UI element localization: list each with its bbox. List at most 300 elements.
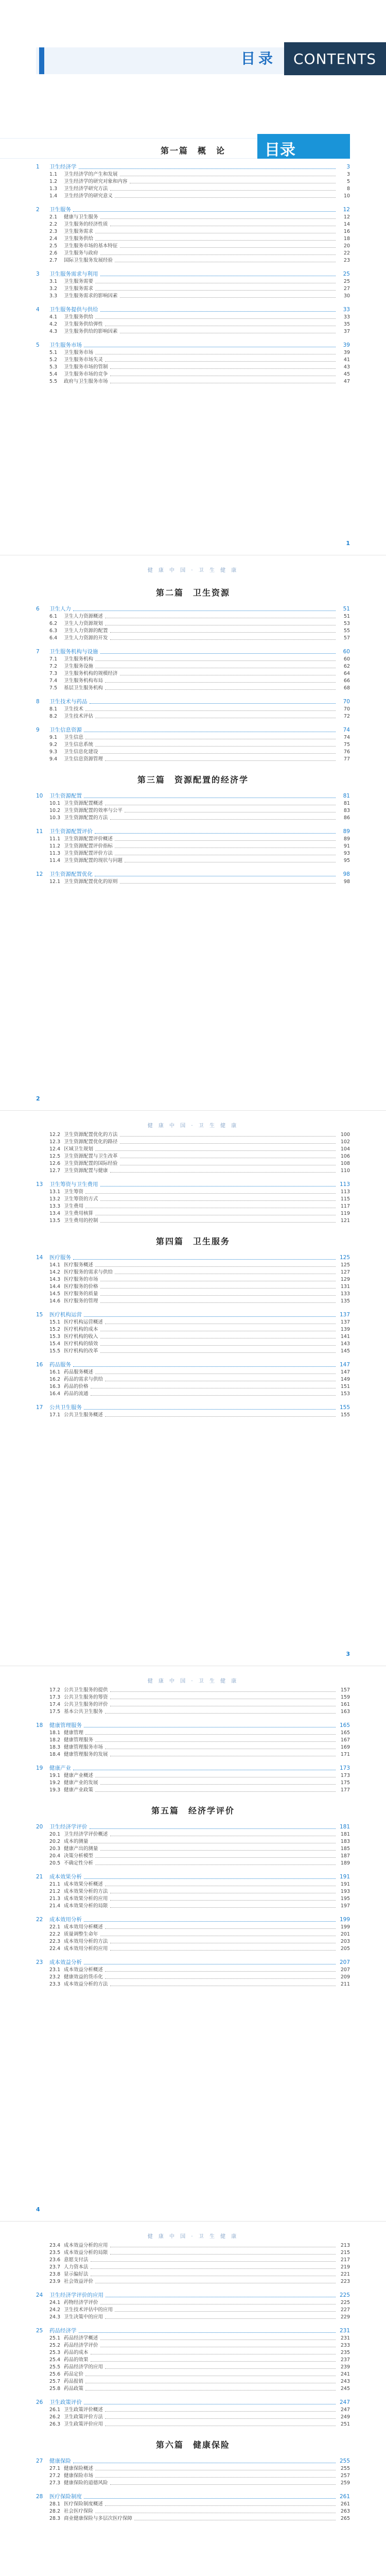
section-entry[interactable]	[36, 1701, 350, 1708]
section-entry[interactable]	[36, 1196, 350, 1203]
section-entry-page: 235	[340, 2350, 350, 2355]
section-entry[interactable]	[36, 620, 350, 628]
section-entry-page: 37	[343, 329, 350, 334]
section-entry[interactable]	[36, 1319, 350, 1326]
section-entry-page: 16	[343, 229, 350, 234]
mulu-tab: 目录	[257, 134, 350, 159]
section-entry-page: 157	[340, 1687, 350, 1693]
section-entry-title: 卫生资源配置评价概述	[64, 836, 113, 842]
section-entry-page: 245	[340, 2386, 350, 2392]
section-entry-number: 20.4	[49, 1853, 61, 1859]
leader-dots	[105, 677, 336, 683]
section-entry[interactable]	[36, 1903, 350, 1910]
leader-dots	[95, 1772, 336, 1777]
section-entry[interactable]	[36, 278, 350, 285]
section-entry[interactable]	[36, 1369, 350, 1376]
section-entry[interactable]	[36, 2299, 350, 2307]
section-entry[interactable]	[36, 1881, 350, 1888]
chapter-entry[interactable]	[36, 1722, 350, 1730]
chapter-entry[interactable]	[36, 306, 350, 314]
part-heading: 第一篇 概 论	[160, 146, 225, 156]
leader-dots	[100, 1341, 336, 1346]
section-entry-number: 25.4	[49, 2357, 61, 2363]
section-entry[interactable]	[36, 2501, 350, 2508]
chapter-entry[interactable]	[36, 1765, 350, 1772]
section-entry[interactable]	[36, 1139, 350, 1146]
section-entry-page: 39	[343, 350, 350, 355]
chapter-entry-title: 卫生服务需求与利用	[49, 271, 98, 277]
section-entry[interactable]	[36, 1751, 350, 1758]
section-entry-number: 6.2	[49, 621, 58, 626]
section-entry-number: 22.4	[49, 1946, 61, 1952]
section-entry-number: 15.3	[49, 1334, 61, 1340]
chapter-entry-title: 公共卫生服务	[49, 1404, 82, 1411]
section-entry[interactable]	[36, 2242, 350, 2249]
chapter-entry-title: 卫生服务提供与供给	[49, 307, 98, 313]
section-entry[interactable]	[36, 2371, 350, 2378]
section-entry-number: 28.1	[49, 2501, 61, 2507]
section-entry[interactable]	[36, 2314, 350, 2321]
section-entry[interactable]	[36, 670, 350, 677]
chapter-entry-page: 125	[339, 1255, 350, 1261]
section-entry-number: 12.1	[49, 879, 61, 885]
section-entry[interactable]	[36, 1924, 350, 1931]
section-entry-title: 成本效用分析的应用	[64, 1946, 108, 1952]
section-entry-number: 10.2	[49, 808, 61, 814]
section-entry[interactable]	[36, 178, 350, 185]
section-entry[interactable]	[36, 1131, 350, 1139]
section-entry-number: 23.2	[49, 1974, 61, 1980]
section-entry[interactable]	[36, 1283, 350, 1291]
section-entry[interactable]	[36, 1262, 350, 1269]
chapter-entry[interactable]	[36, 871, 350, 878]
section-entry-number: 16.2	[49, 1377, 61, 1382]
chapter-entry[interactable]	[36, 206, 350, 214]
section-entry[interactable]	[36, 1167, 350, 1175]
section-entry[interactable]	[36, 749, 350, 756]
section-entry-title: 卫生服务机构布局	[64, 678, 103, 684]
section-entry-number: 1.3	[49, 186, 58, 192]
section-entry[interactable]	[36, 171, 350, 178]
section-entry[interactable]	[36, 850, 350, 857]
section-entry-title: 健康管理服务的发展	[64, 1752, 108, 1757]
section-entry[interactable]	[36, 1341, 350, 1348]
section-entry[interactable]	[36, 1383, 350, 1391]
section-entry-page: 221	[340, 2272, 350, 2277]
section-entry-page: 3	[346, 172, 350, 177]
section-entry[interactable]	[36, 2465, 350, 2472]
section-entry-title: 卫生政策评价概述	[64, 2407, 103, 2413]
section-entry[interactable]	[36, 364, 350, 371]
section-entry[interactable]	[36, 1772, 350, 1780]
chapter-entry[interactable]	[36, 605, 350, 613]
section-entry-page: 74	[343, 735, 350, 740]
chapter-entry-page: 207	[339, 1959, 350, 1965]
section-entry-page: 83	[343, 808, 350, 814]
section-entry-page: 153	[340, 1391, 350, 1397]
running-head: 健 康 中 国 · 卫 生 健 康	[147, 1123, 239, 1129]
section-entry[interactable]	[36, 193, 350, 200]
section-entry[interactable]	[36, 2421, 350, 2428]
chapter-entry[interactable]	[36, 648, 350, 656]
section-entry-page: 113	[340, 1189, 350, 1195]
section-entry-page: 104	[340, 1146, 350, 1152]
section-entry-number: 7.4	[49, 678, 58, 684]
section-entry-title: 健康产业政策	[64, 1787, 94, 1793]
section-entry[interactable]	[36, 741, 350, 749]
chapter-entry-title: 医疗保险制度	[49, 2494, 82, 2500]
chapter-entry[interactable]	[36, 163, 350, 171]
section-entry-title: 卫生资源配置的方法	[64, 815, 108, 821]
section-entry[interactable]	[36, 1708, 350, 1716]
section-entry[interactable]	[36, 1333, 350, 1341]
section-entry[interactable]	[36, 1217, 350, 1225]
chapter-entry[interactable]	[36, 2493, 350, 2501]
section-entry[interactable]	[36, 613, 350, 620]
section-entry[interactable]	[36, 1888, 350, 1895]
section-entry-number: 13.5	[49, 1218, 61, 1224]
section-entry[interactable]	[36, 1153, 350, 1160]
chapter-entry-number: 8	[36, 699, 40, 705]
section-entry[interactable]	[36, 857, 350, 865]
leader-dots	[105, 2364, 336, 2369]
section-entry-page: 169	[340, 1744, 350, 1750]
chapter-entry[interactable]	[36, 1254, 350, 1262]
section-entry[interactable]	[36, 321, 350, 328]
toc-page	[0, 2222, 386, 2576]
section-entry[interactable]	[36, 1737, 350, 1744]
chapter-entry-page: 81	[343, 793, 350, 799]
section-entry[interactable]	[36, 2515, 350, 2522]
section-entry[interactable]	[36, 221, 350, 228]
section-entry[interactable]	[36, 2378, 350, 2385]
section-entry-page: 33	[343, 314, 350, 320]
chapter-entry[interactable]	[36, 2327, 350, 2335]
section-entry[interactable]	[36, 713, 350, 720]
section-entry-number: 12.3	[49, 1139, 61, 1145]
section-entry-number: 18.2	[49, 1737, 61, 1743]
leader-dots	[134, 2515, 336, 2520]
section-entry[interactable]	[36, 807, 350, 815]
chapter-entry[interactable]	[36, 1181, 350, 1189]
section-entry[interactable]	[36, 214, 350, 221]
section-entry[interactable]	[36, 1780, 350, 1787]
section-entry[interactable]	[36, 663, 350, 670]
chapter-entry[interactable]	[36, 1361, 350, 1369]
section-entry[interactable]	[36, 228, 350, 235]
chapter-entry-page: 3	[346, 164, 350, 170]
section-entry[interactable]	[36, 2307, 350, 2314]
section-entry-number: 16.4	[49, 1391, 61, 1397]
section-entry-number: 27.2	[49, 2473, 61, 2479]
section-entry[interactable]	[36, 1146, 350, 1153]
section-entry[interactable]	[36, 285, 350, 293]
section-entry[interactable]	[36, 1687, 350, 1694]
chapter-entry[interactable]	[36, 342, 350, 349]
section-entry[interactable]	[36, 250, 350, 257]
section-entry[interactable]	[36, 1160, 350, 1167]
section-entry-page: 64	[343, 671, 350, 676]
section-entry[interactable]	[36, 756, 350, 763]
chapter-entry-number: 7	[36, 649, 40, 655]
leader-dots	[100, 1845, 336, 1851]
section-entry-number: 19.2	[49, 1780, 61, 1786]
section-entry[interactable]	[36, 1694, 350, 1701]
section-entry[interactable]	[36, 2385, 350, 2393]
page-number: 3	[346, 1651, 350, 1657]
section-entry[interactable]	[36, 1276, 350, 1283]
section-entry-number: 15.5	[49, 1348, 61, 1354]
chapter-entry-page: 191	[339, 1874, 350, 1880]
section-entry[interactable]	[36, 656, 350, 663]
section-entry[interactable]	[36, 843, 350, 850]
leader-dots	[110, 221, 336, 226]
section-entry-title: 卫生服务市场的竞争	[64, 371, 108, 377]
section-entry[interactable]	[36, 2271, 350, 2278]
section-entry-page: 217	[340, 2257, 350, 2263]
section-entry[interactable]	[36, 2349, 350, 2357]
chapter-entry-number: 23	[36, 1959, 43, 1965]
toc-page	[0, 1666, 386, 2222]
section-entry[interactable]	[36, 2480, 350, 2487]
leader-dots	[73, 206, 336, 212]
section-entry-title: 卫生服务与政府	[64, 250, 98, 256]
section-entry[interactable]	[36, 314, 350, 321]
chapter-entry-title: 健康保险	[49, 2458, 71, 2464]
section-entry[interactable]	[36, 1348, 350, 1355]
section-entry[interactable]	[36, 1831, 350, 1838]
section-entry-page: 89	[343, 836, 350, 842]
chapter-entry-number: 11	[36, 828, 43, 835]
chapter-entry[interactable]	[36, 1311, 350, 1319]
section-entry-number: 12.2	[49, 1132, 61, 1138]
section-entry[interactable]	[36, 706, 350, 713]
section-entry-title: 健康保险的道德风险	[64, 2480, 108, 2486]
section-entry[interactable]	[36, 1291, 350, 1298]
leader-dots	[115, 850, 336, 855]
section-entry[interactable]	[36, 2249, 350, 2257]
section-entry[interactable]	[36, 2472, 350, 2480]
chapter-entry[interactable]	[36, 698, 350, 706]
section-entry-title: 公共卫生服务概述	[64, 1412, 103, 1418]
chapter-entry-page: 165	[339, 1722, 350, 1728]
leader-dots	[105, 2314, 336, 2319]
section-entry[interactable]	[36, 1391, 350, 1398]
page-number: 1	[346, 540, 350, 547]
section-entry[interactable]	[36, 1945, 350, 1953]
section-entry-page: 23	[343, 258, 350, 263]
leader-dots	[100, 306, 336, 312]
section-entry[interactable]	[36, 378, 350, 385]
section-entry[interactable]	[36, 1895, 350, 1903]
leader-dots	[84, 342, 336, 347]
chapter-entry-page: 98	[343, 871, 350, 877]
section-entry[interactable]	[36, 2342, 350, 2349]
section-entry-title: 医疗服务的质量	[64, 1291, 98, 1297]
section-entry-title: 健康保险概述	[64, 2466, 94, 2471]
section-entry[interactable]	[36, 1938, 350, 1945]
chapter-entry-title: 卫生经济学评价的应用	[49, 2292, 103, 2298]
chapter-entry[interactable]	[36, 1823, 350, 1831]
section-entry-title: 药品经济学的应用	[64, 2364, 103, 2370]
section-entry[interactable]	[36, 628, 350, 635]
chapter-entry-number: 1	[36, 164, 40, 170]
section-entry-page: 247	[340, 2407, 350, 2413]
section-entry-title: 成本效益分析的方法	[64, 1981, 108, 1987]
header-title-en: CONTENTS	[293, 50, 377, 67]
section-entry-page: 20	[343, 243, 350, 249]
section-entry[interactable]	[36, 1412, 350, 1419]
section-entry-page: 161	[340, 1702, 350, 1707]
section-entry-title: 医疗服务的管理	[64, 1298, 98, 1304]
section-entry[interactable]	[36, 293, 350, 300]
section-entry[interactable]	[36, 243, 350, 250]
chapter-entry[interactable]	[36, 726, 350, 734]
section-entry[interactable]	[36, 185, 350, 193]
chapter-entry[interactable]	[36, 1873, 350, 1881]
leader-dots	[110, 1938, 336, 1943]
section-entry-title: 药品的成本	[64, 2350, 89, 2355]
section-entry[interactable]	[36, 371, 350, 378]
chapter-entry[interactable]	[36, 2399, 350, 2406]
section-entry-title: 药品的需求与供给	[64, 1377, 103, 1382]
section-entry-page: 147	[340, 1369, 350, 1375]
section-entry-number: 17.2	[49, 1687, 61, 1693]
section-entry-title: 卫生人力资源的配置	[64, 628, 108, 634]
section-entry-page: 131	[340, 1284, 350, 1290]
leader-dots	[105, 1744, 336, 1749]
section-entry[interactable]	[36, 357, 350, 364]
section-entry[interactable]	[36, 349, 350, 357]
section-entry[interactable]	[36, 734, 350, 741]
section-entry-page: 229	[340, 2314, 350, 2320]
chapter-entry[interactable]	[36, 2292, 350, 2299]
section-entry[interactable]	[36, 1376, 350, 1383]
section-entry[interactable]	[36, 235, 350, 243]
leader-dots	[120, 1160, 336, 1165]
section-entry-page: 255	[340, 2466, 350, 2471]
section-entry[interactable]	[36, 1298, 350, 1305]
section-entry-title: 健康管理服务市场	[64, 1744, 103, 1750]
section-entry-title: 卫生费用的控制	[64, 1218, 98, 1224]
leader-dots	[95, 871, 336, 876]
leader-dots	[105, 1376, 336, 1381]
section-entry-number: 23.5	[49, 2250, 61, 2256]
section-entry[interactable]	[36, 800, 350, 807]
leader-dots	[120, 1131, 336, 1137]
section-entry[interactable]	[36, 1787, 350, 1794]
toc-page	[0, 0, 386, 555]
section-entry-page: 139	[340, 1327, 350, 1332]
section-entry-title: 公共卫生服务的筹资	[64, 1694, 108, 1700]
chapter-entry-title: 药品经济学	[49, 2328, 77, 2334]
leader-dots	[95, 235, 336, 241]
section-entry[interactable]	[36, 2335, 350, 2342]
chapter-entry[interactable]	[36, 792, 350, 800]
section-entry-page: 77	[343, 756, 350, 762]
section-entry[interactable]	[36, 328, 350, 335]
chapter-entry[interactable]	[36, 1404, 350, 1412]
section-entry[interactable]	[36, 1845, 350, 1853]
section-entry-number: 3.1	[49, 279, 58, 284]
section-entry[interactable]	[36, 257, 350, 264]
section-entry[interactable]	[36, 2257, 350, 2264]
leader-dots	[100, 1298, 336, 1303]
section-entry-number: 25.7	[49, 2379, 61, 2384]
section-entry[interactable]	[36, 1838, 350, 1845]
section-entry-title: 卫生信息资源管理	[64, 756, 103, 762]
leader-dots	[110, 1687, 336, 1692]
section-entry[interactable]	[36, 1189, 350, 1196]
chapter-entry[interactable]	[36, 2458, 350, 2465]
leader-dots	[95, 741, 336, 747]
section-entry[interactable]	[36, 2357, 350, 2364]
section-entry[interactable]	[36, 1326, 350, 1333]
section-entry[interactable]	[36, 635, 350, 642]
section-entry[interactable]	[36, 1931, 350, 1938]
section-entry[interactable]	[36, 677, 350, 685]
section-entry-page: 177	[340, 1787, 350, 1793]
section-entry-number: 14.4	[49, 1284, 61, 1290]
chapter-entry-page: 51	[343, 606, 350, 612]
section-entry-number: 9.2	[49, 742, 58, 748]
section-entry[interactable]	[36, 1974, 350, 1981]
section-entry[interactable]	[36, 2264, 350, 2271]
section-entry-title: 卫生资源配置的现状与问题	[64, 858, 123, 863]
section-entry-number: 26.1	[49, 2407, 61, 2413]
section-entry[interactable]	[36, 2508, 350, 2515]
section-entry-page: 141	[340, 1334, 350, 1340]
section-entry-page: 25	[343, 279, 350, 284]
section-entry-number: 25.5	[49, 2364, 61, 2370]
section-entry-title: 成本效果分析概述	[64, 1882, 103, 1887]
section-entry[interactable]	[36, 878, 350, 886]
section-entry[interactable]	[36, 2414, 350, 2421]
section-entry-page: 195	[340, 1896, 350, 1902]
section-entry-title: 药品报销	[64, 2379, 84, 2384]
section-entry[interactable]	[36, 836, 350, 843]
leader-dots	[110, 1903, 336, 1908]
chapter-entry[interactable]	[36, 1959, 350, 1967]
section-entry[interactable]	[36, 1269, 350, 1276]
section-entry[interactable]	[36, 685, 350, 692]
section-entry[interactable]	[36, 2406, 350, 2414]
section-entry-page: 231	[340, 2335, 350, 2341]
leader-dots	[120, 171, 336, 176]
section-entry-number: 2.2	[49, 222, 58, 227]
section-entry-title: 卫生服务市场失灵	[64, 357, 103, 363]
chapter-entry-title: 卫生筹资与卫生费用	[49, 1181, 98, 1188]
chapter-entry[interactable]	[36, 1916, 350, 1924]
section-entry[interactable]	[36, 815, 350, 822]
section-entry[interactable]	[36, 2364, 350, 2371]
section-entry[interactable]	[36, 1860, 350, 1867]
section-entry[interactable]	[36, 1744, 350, 1751]
chapter-entry[interactable]	[36, 270, 350, 278]
leader-dots	[95, 1262, 336, 1267]
section-entry[interactable]	[36, 1853, 350, 1860]
section-entry-title: 卫生筹资	[64, 1189, 84, 1195]
section-entry[interactable]	[36, 1210, 350, 1217]
section-entry[interactable]	[36, 1981, 350, 1988]
section-entry[interactable]	[36, 1730, 350, 1737]
section-entry[interactable]	[36, 2278, 350, 2285]
section-entry[interactable]	[36, 1203, 350, 1210]
section-entry-page: 251	[340, 2421, 350, 2427]
section-entry-title: 药物经济学评价	[64, 2300, 98, 2306]
section-entry[interactable]	[36, 1967, 350, 1974]
chapter-entry[interactable]	[36, 828, 350, 836]
